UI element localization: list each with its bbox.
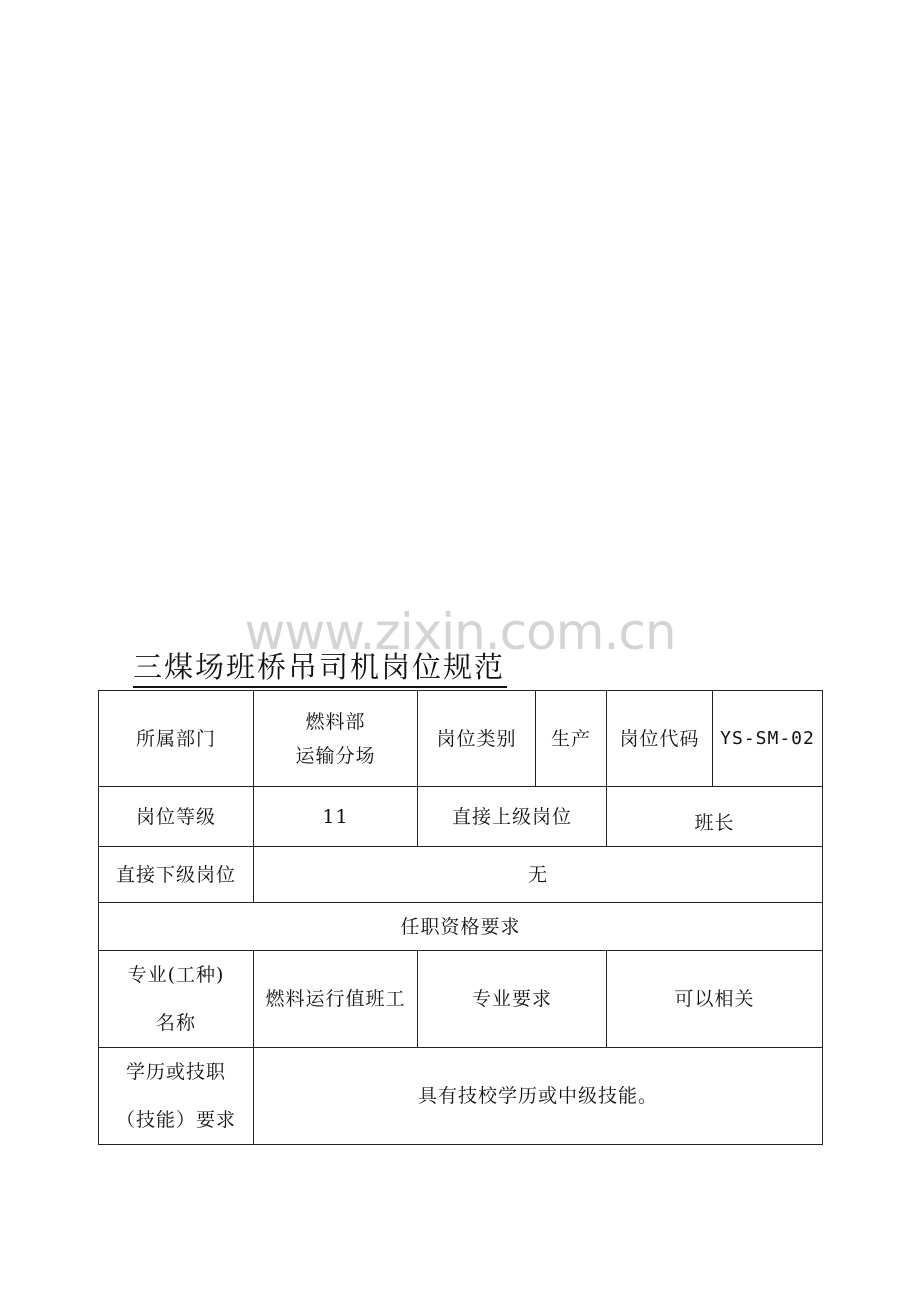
grade-value: 11 <box>254 787 418 847</box>
category-label: 岗位类别 <box>418 691 536 787</box>
superior-label: 直接上级岗位 <box>418 787 607 847</box>
major-value: 燃料运行值班工 <box>254 951 418 1048</box>
dept-label: 所属部门 <box>99 691 254 787</box>
table-row <box>99 1048 823 1145</box>
watermark: www.zixin.com.cn <box>244 603 676 661</box>
table-row <box>99 847 823 903</box>
superior-value <box>607 787 823 847</box>
edu-label-line2: （技能）要求 <box>115 1109 236 1131</box>
dept-value-line2: 运输分场 <box>295 744 376 767</box>
qualification-header: 任职资格要求 <box>99 903 823 951</box>
table-row <box>99 903 823 951</box>
edu-label <box>99 1048 254 1145</box>
major-label-line2: 名称 <box>155 1012 196 1034</box>
job-spec-table <box>98 690 823 1145</box>
document-title: 三煤场班桥吊司机岗位规范 <box>133 648 507 688</box>
table-row <box>99 691 823 787</box>
edu-label-line1: 学历或技职 <box>125 1061 226 1083</box>
subordinate-value: 无 <box>254 847 823 903</box>
edu-value: 具有技校学历或中级技能。 <box>254 1048 823 1145</box>
major-label-line1: 专业(工种) <box>127 964 225 986</box>
subordinate-label: 直接下级岗位 <box>99 847 254 903</box>
dept-value-line1: 燃料部 <box>305 710 366 733</box>
grade-label: 岗位等级 <box>99 787 254 847</box>
major-label <box>99 951 254 1048</box>
major-req-label: 专业要求 <box>418 951 607 1048</box>
table-row <box>99 787 823 847</box>
code-label: 岗位代码 <box>607 691 713 787</box>
major-req-value: 可以相关 <box>607 951 823 1048</box>
code-value: YS-SM-02 <box>713 691 823 787</box>
dept-value <box>254 691 418 787</box>
category-value: 生产 <box>536 691 607 787</box>
superior-value-text: 班长 <box>694 811 735 834</box>
table-row <box>99 951 823 1048</box>
